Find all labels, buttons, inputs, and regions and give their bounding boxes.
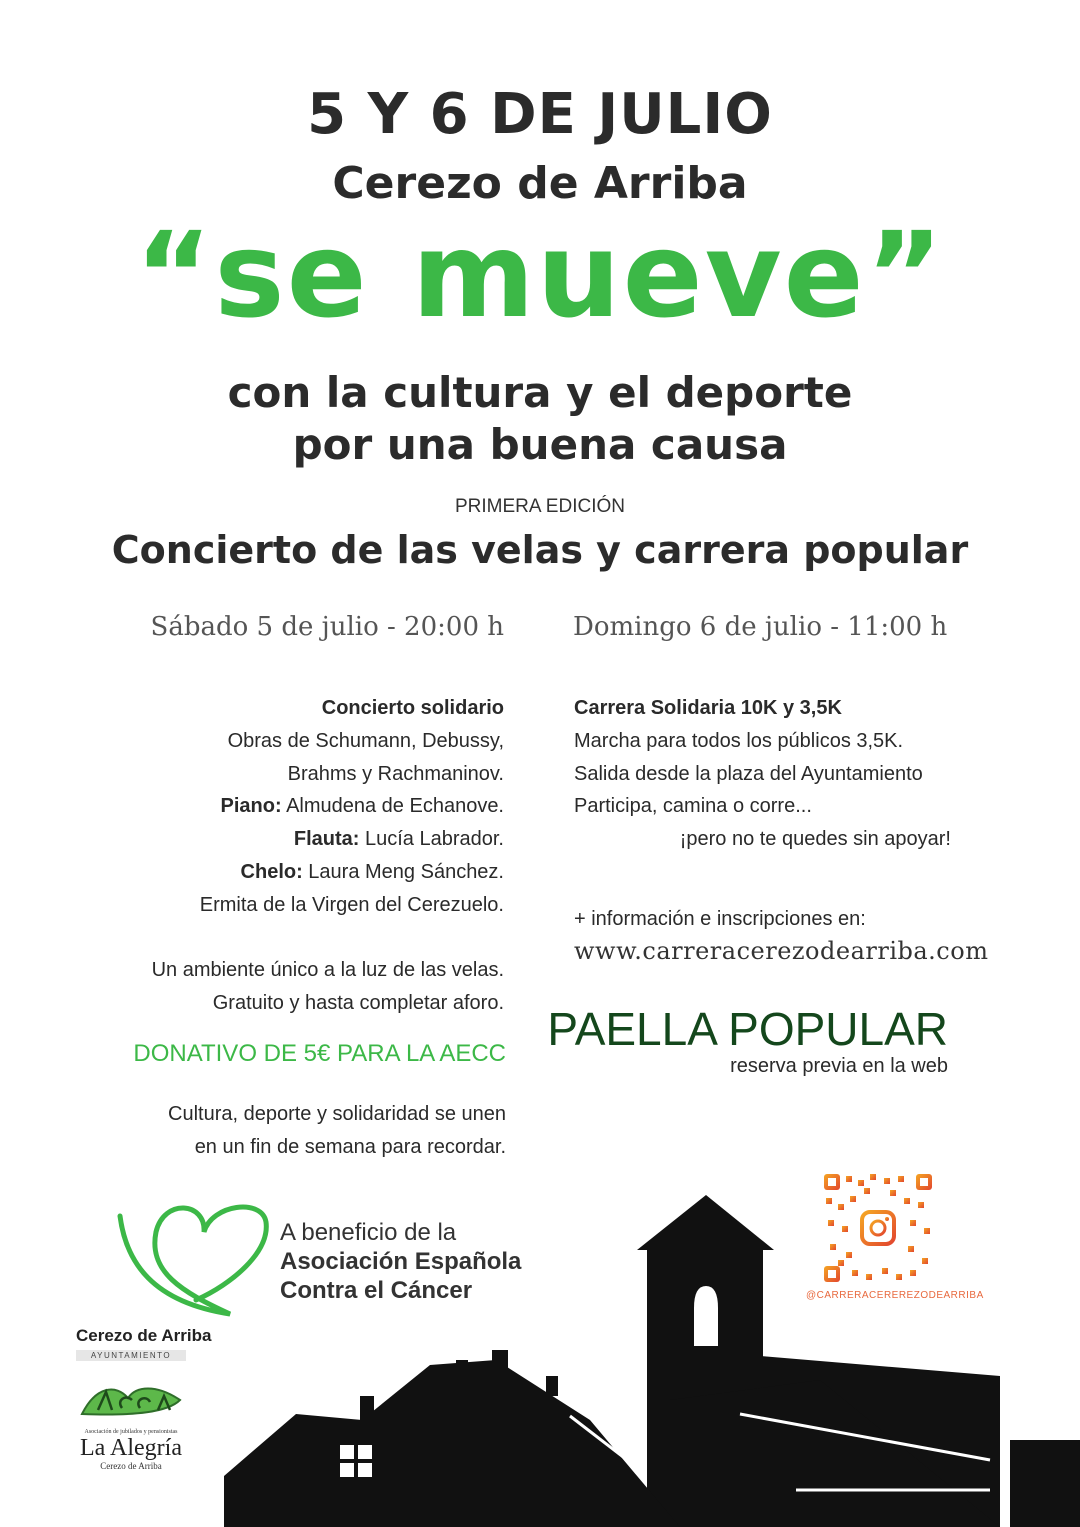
- race-details: [574, 692, 994, 856]
- concert-details: [34, 692, 504, 1020]
- instagram-handle: @CARRERACEREREZODEARRIBA: [806, 1290, 984, 1301]
- race-line-2: Salida desde la plaza del Ayuntamiento: [574, 762, 923, 785]
- saturday-heading: Sábado 5 de julio - 20:00 h: [150, 612, 504, 642]
- event-title: Concierto de las velas y carrera popular: [111, 528, 969, 572]
- village-silhouette: [0, 1190, 1080, 1527]
- website-link[interactable]: www.carreracerezodearriba.com: [574, 937, 989, 965]
- paella-note: reserva previa en la web: [730, 1055, 948, 1077]
- closing-line-2: en un fin de semana para recordar.: [194, 1136, 506, 1158]
- town-logo-sub: AYUNTAMIENTO: [76, 1350, 186, 1361]
- tagline-line-1: con la cultura y el deporte: [227, 368, 853, 417]
- event-dates: 5 Y 6 DE JULIO: [307, 82, 773, 147]
- closing-text: [168, 1098, 506, 1164]
- slogan: “se mueve”: [134, 206, 946, 344]
- concert-works-2: Brahms y Rachmaninov.: [287, 762, 504, 785]
- concert-heading: Concierto solidario: [321, 697, 504, 719]
- tagline-line-2: por una buena causa: [292, 420, 788, 469]
- sunday-heading: Domingo 6 de julio - 11:00 h: [573, 612, 948, 642]
- ambience-line-2: Gratuito y hasta completar aforo.: [212, 992, 504, 1015]
- beneficiary-line-1: A beneficio de la: [280, 1219, 457, 1246]
- race-line-3: Participa, camina o corre...: [574, 795, 812, 818]
- paella-title: PAELLA POPULAR: [547, 1003, 948, 1055]
- association-place: Cerezo de Arriba: [100, 1461, 162, 1471]
- beneficiary-line-2: Asociación Española: [280, 1248, 522, 1275]
- race-line-1: Marcha para todos los públicos 3,5K.: [574, 729, 904, 752]
- race-line-4: ¡pero no te quedes sin apoyar!: [679, 828, 951, 851]
- association-name: La Alegría: [80, 1435, 182, 1461]
- performer-piano: Piano: Almudena de Echanove.: [220, 795, 504, 818]
- beneficiary-line-3: Contra el Cáncer: [280, 1277, 473, 1304]
- donation-note: DONATIVO DE 5€ PARA LA AECC: [133, 1040, 506, 1067]
- concert-venue: Ermita de la Virgen del Cerezuelo.: [199, 893, 504, 916]
- info-label: + información e inscripciones en:: [574, 908, 866, 930]
- performer-flute: Flauta: Lucía Labrador.: [293, 828, 504, 851]
- town-title: Cerezo de Arriba: [332, 158, 748, 209]
- closing-line-1: Cultura, deporte y solidaridad se unen: [168, 1103, 506, 1125]
- spacer: [34, 922, 504, 955]
- ambience-line-1: Un ambiente único a la luz de las velas.: [151, 959, 504, 982]
- concert-works-1: Obras de Schumann, Debussy,: [227, 729, 504, 752]
- association-subtitle: Asociación de jubilados y pensionistas: [84, 1429, 178, 1435]
- town-logo-name: Cerezo de Arriba: [76, 1326, 212, 1345]
- performer-cello: Chelo: Laura Meng Sánchez.: [240, 860, 504, 883]
- race-heading: Carrera Solidaria 10K y 3,5K: [574, 697, 842, 719]
- edition-label: PRIMERA EDICIÓN: [455, 496, 625, 517]
